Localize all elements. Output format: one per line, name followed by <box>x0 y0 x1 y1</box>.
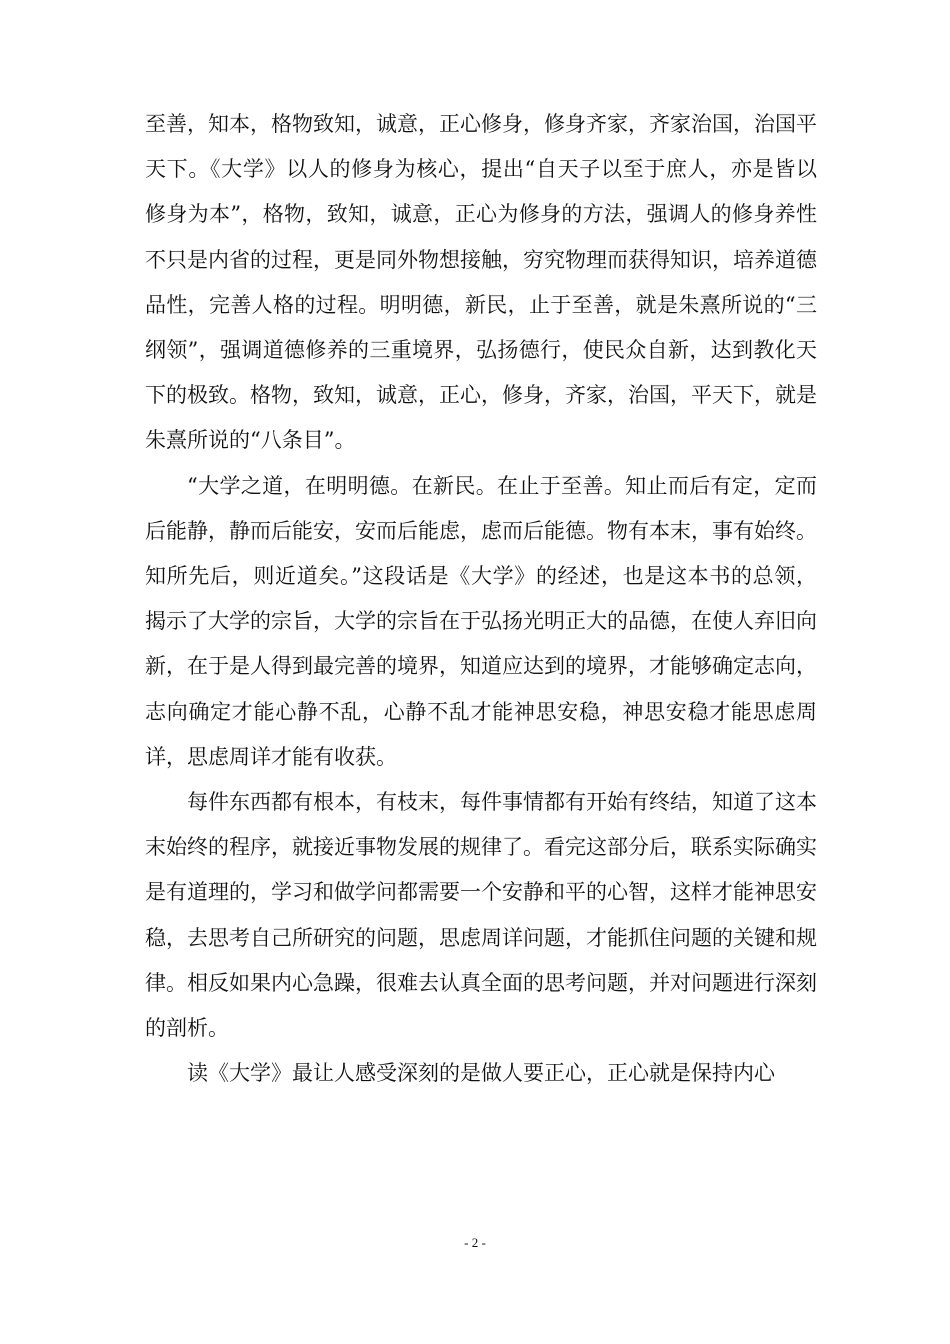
paragraph-zhengxin: 读《大学》最让人感受深刻的是做人要正心，正心就是保持内心 <box>187 1061 775 1086</box>
paragraph-continuation: 至善，知本，格物致知，诚意，正心修身，修身齐家，齐家治国，治国平天下。《大学》以人的修身为核心，提出“自天子以至于庶人，亦是皆以修身为本”，格物，致知，诚意，正心为修身的方法，强调人的修身养性不只是内省的过程，更是同外物想接触，穷究物理而获得知识，培养道德品性，完善人格的过程。明明德，新民，止于至善，就是朱熹所说的“三纲领”，强调道德修养的三重境界，弘扬德行，使民众自新，达到教化天下的极致。格物，致知，诚意，正心，修身，齐家，治国，平天下，就是朱熹所说的“八条目”。 <box>145 112 817 453</box>
paragraph-quote-daxue: “大学之道，在明明德。在新民。在止于至善。知止而后有定，定而后能静，静而后能安，安而后能虑，虑而后能德。物有本末，事有始终。知所先后，则近道矣。”这段话是《大学》的经述，也是这本书的总领，揭示了大学的宗旨，大学的宗旨在于弘扬光明正大的品德，在使人弃旧向新，在于是人得到最完善的境界，知道应达到的境界，才能够确定志向，志向确定才能心静不乱，心静不乱才能神思安稳，神思安稳才能思虑周详，思虑周详才能有收获。 <box>145 473 817 769</box>
page-number: - 2 - <box>464 1235 486 1250</box>
body-text <box>145 102 817 1096</box>
paragraph-benmo: 每件东西都有根本，有枝末，每件事情都有开始有终结，知道了这本末始终的程序，就接近事物发展的规律了。看完这部分后，联系实际确实是有道理的，学习和做学问都需要一个安静和平的心智，这样才能神思安稳，去思考自己所研究的问题，思虑周详问题，才能抓住问题的关键和规律。相反如果内心急躁，很难去认真全面的思考问题，并对问题进行深刻的剖析。 <box>145 790 817 1041</box>
